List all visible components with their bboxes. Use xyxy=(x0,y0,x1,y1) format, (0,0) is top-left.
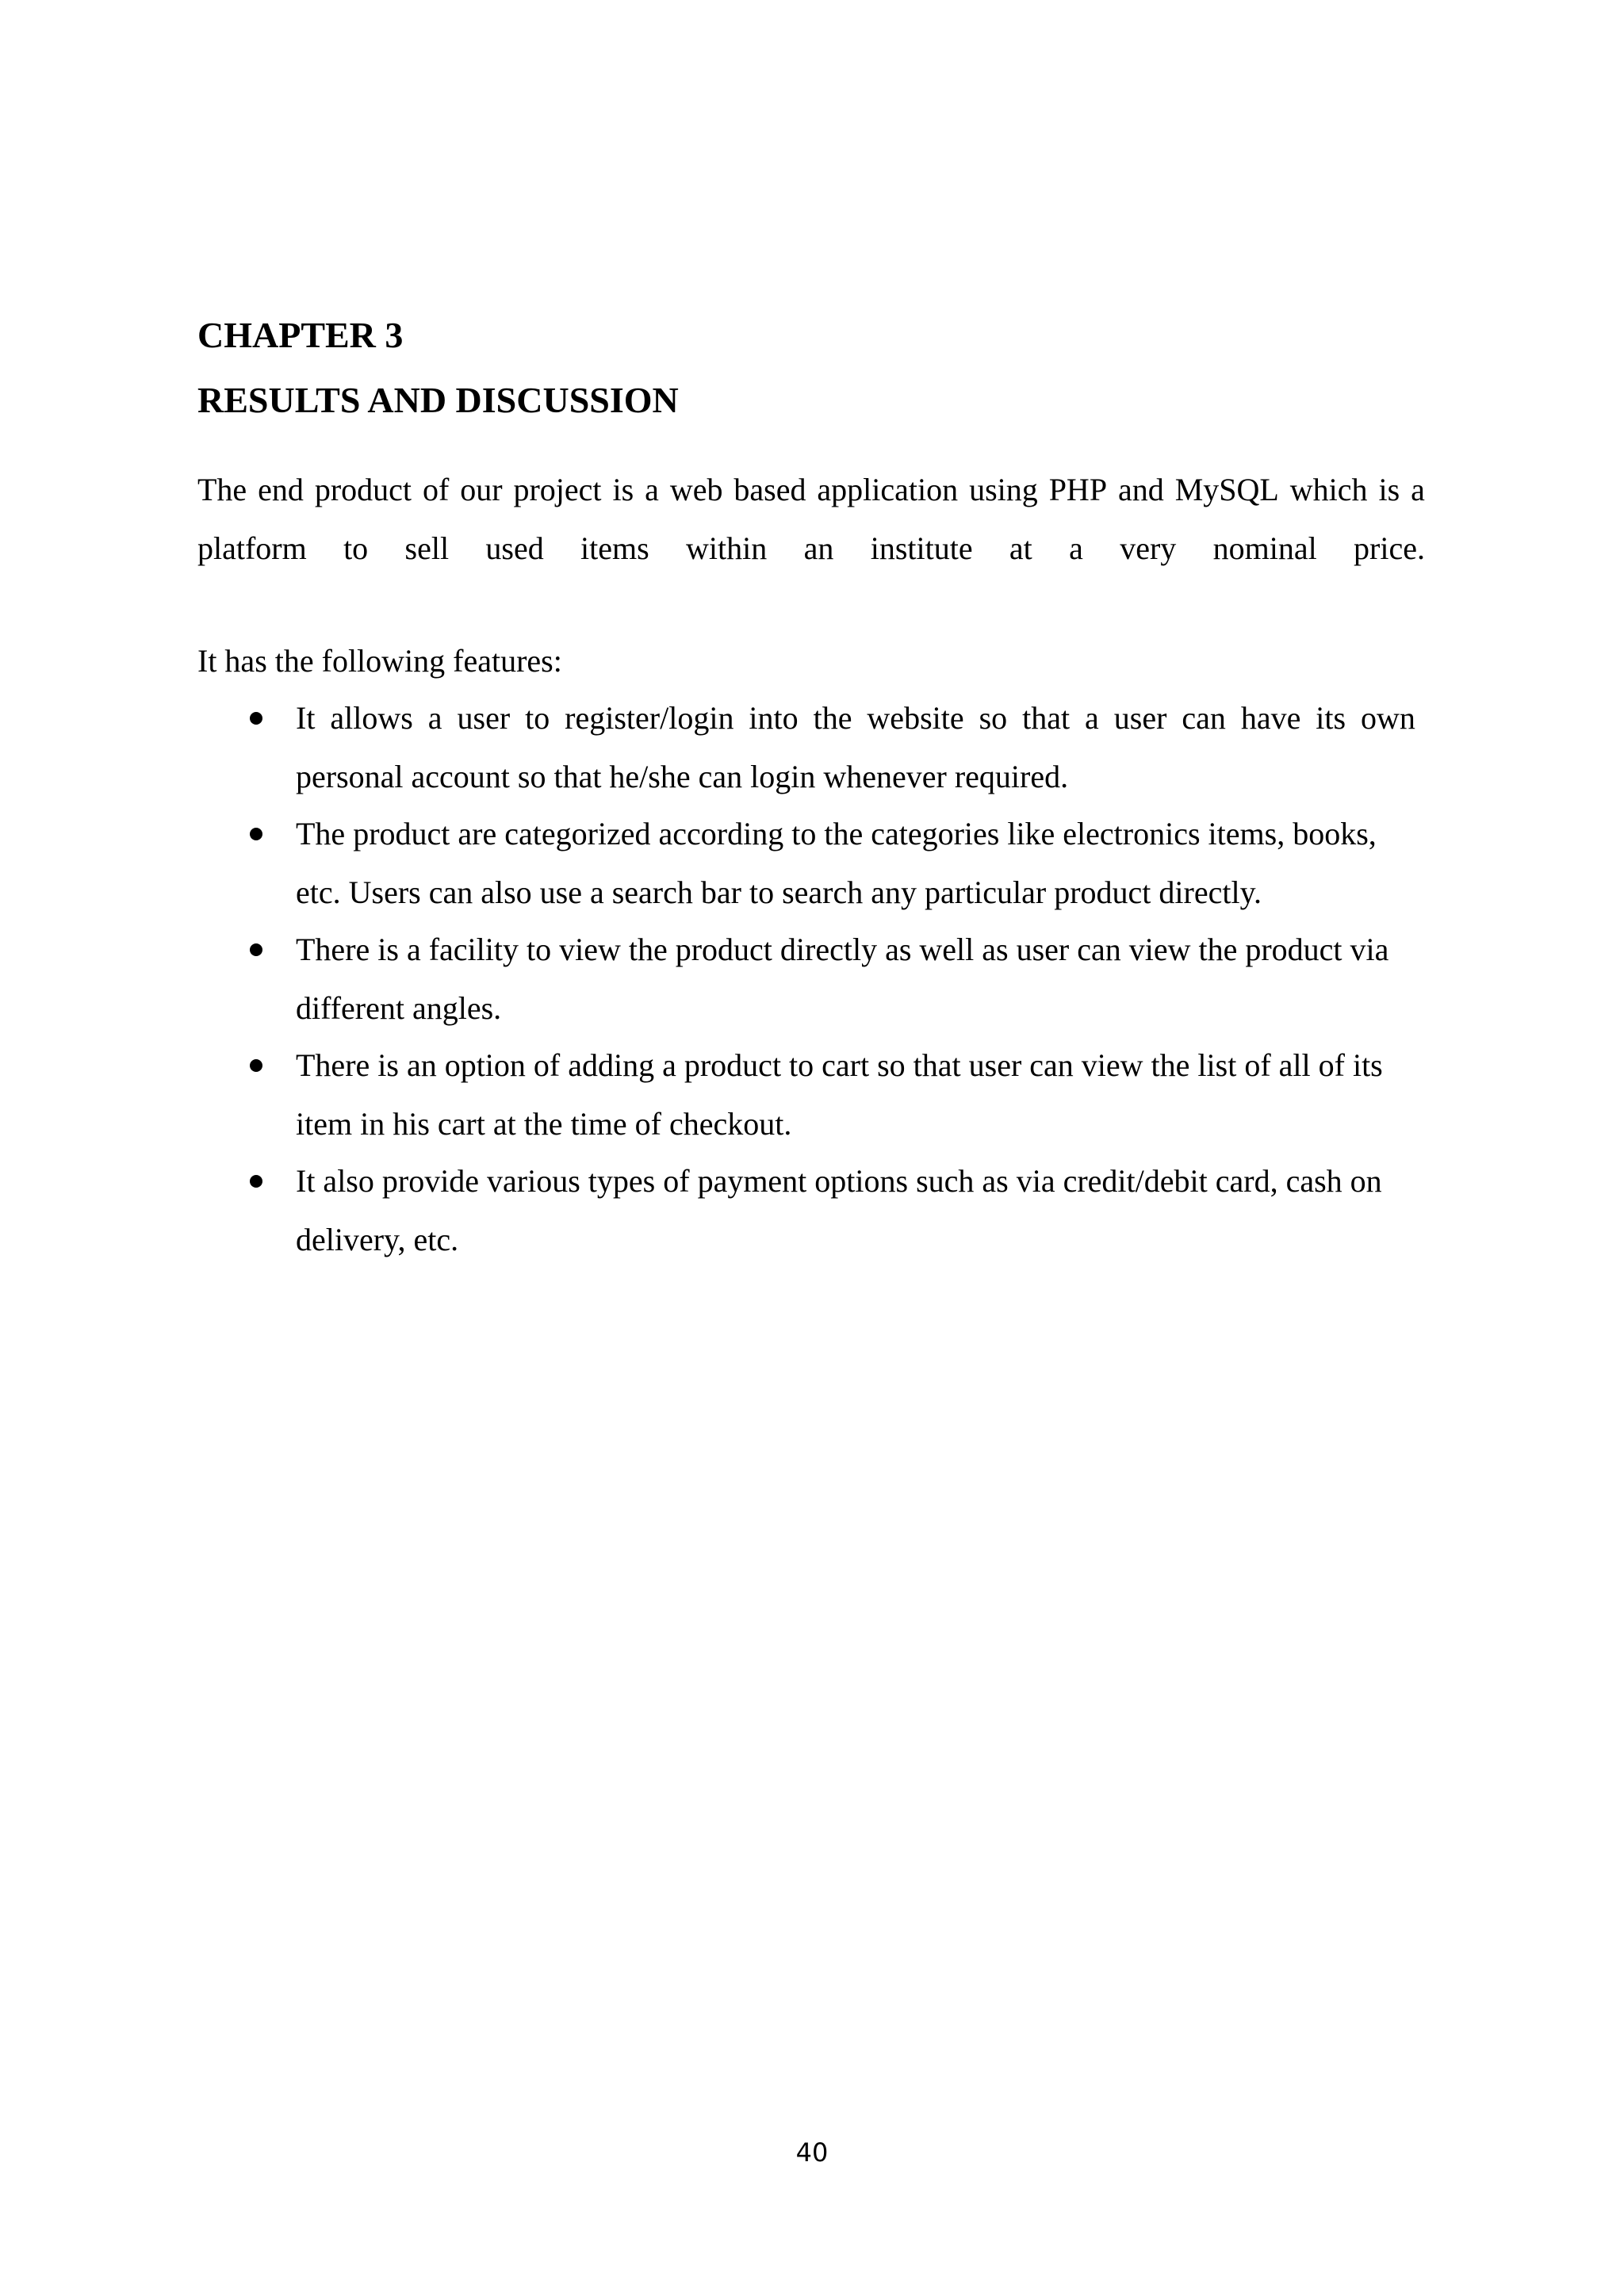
bullet-icon xyxy=(250,1175,262,1188)
word: institute xyxy=(870,530,973,566)
word: is xyxy=(1378,472,1400,507)
word: items xyxy=(580,530,649,566)
word: register/login xyxy=(565,700,734,736)
word: nominal xyxy=(1212,530,1317,566)
bullet-icon xyxy=(250,1059,262,1072)
word: user xyxy=(457,700,511,736)
feature-item-line-2: etc. Users can also use a search bar to search any particular product directly. xyxy=(296,874,1262,910)
word: and xyxy=(1118,472,1164,507)
word: the xyxy=(813,700,852,736)
feature-item-line-2: delivery, etc. xyxy=(296,1222,459,1257)
intro-paragraph-line-2 xyxy=(197,525,1425,572)
word: The xyxy=(197,472,247,507)
word: a xyxy=(1069,530,1083,566)
word: so xyxy=(979,700,1008,736)
word: to xyxy=(343,530,369,566)
word: allows xyxy=(330,700,413,736)
bullet-icon xyxy=(250,712,262,725)
feature-item-line-1: It also provide various types of payment options such as via credit/debit card, cash on xyxy=(296,1163,1382,1199)
word: application xyxy=(817,472,959,507)
feature-item-line-1: There is an option of adding a product to cart so that user can view the list of all of its xyxy=(296,1047,1383,1083)
word: sell xyxy=(404,530,450,566)
word: web xyxy=(669,472,723,507)
bullet-icon xyxy=(250,828,262,840)
word: product xyxy=(314,472,412,507)
feature-item-line-2: personal account so that he/she can login whenever required. xyxy=(296,759,1069,794)
word: a xyxy=(427,700,442,736)
word: is xyxy=(612,472,634,507)
word: project xyxy=(513,472,602,507)
word: platform xyxy=(197,530,307,566)
intro-paragraph-line-1 xyxy=(197,466,1425,514)
word: that xyxy=(1022,700,1071,736)
word: user xyxy=(1113,700,1167,736)
word: PHP xyxy=(1048,472,1108,507)
features-lead: It has the following features: xyxy=(197,643,562,679)
word: a xyxy=(1411,472,1425,507)
word: a xyxy=(1085,700,1099,736)
feature-item-line-2: item in his cart at the time of checkout. xyxy=(296,1106,792,1142)
word: into xyxy=(749,700,799,736)
word: MySQL xyxy=(1174,472,1279,507)
word: of xyxy=(422,472,450,507)
word: to xyxy=(525,700,550,736)
word: using xyxy=(969,472,1038,507)
word: price. xyxy=(1354,530,1425,566)
word: our xyxy=(460,472,503,507)
word: a xyxy=(645,472,659,507)
chapter-title: RESULTS AND DISCUSSION xyxy=(197,380,679,420)
word: which xyxy=(1289,472,1368,507)
feature-item-line-1 xyxy=(296,695,1415,742)
feature-item-line-2: different angles. xyxy=(296,990,502,1026)
word: at xyxy=(1009,530,1032,566)
word: own xyxy=(1361,700,1415,736)
word: based xyxy=(733,472,806,507)
word: have xyxy=(1240,700,1301,736)
chapter-number: CHAPTER 3 xyxy=(197,315,404,355)
word: its xyxy=(1316,700,1346,736)
bullet-icon xyxy=(250,943,262,956)
word: It xyxy=(296,700,316,736)
word: website xyxy=(867,700,964,736)
page-number: 40 xyxy=(795,2137,829,2168)
word: used xyxy=(485,530,544,566)
feature-item-line-1: There is a facility to view the product directly as well as user can view the product via xyxy=(296,932,1389,967)
word: can xyxy=(1182,700,1226,736)
word: very xyxy=(1120,530,1177,566)
word: within xyxy=(686,530,768,566)
word: an xyxy=(803,530,834,566)
feature-item-line-1: The product are categorized according to the categories like electronics items, books, xyxy=(296,816,1377,851)
word: end xyxy=(258,472,304,507)
